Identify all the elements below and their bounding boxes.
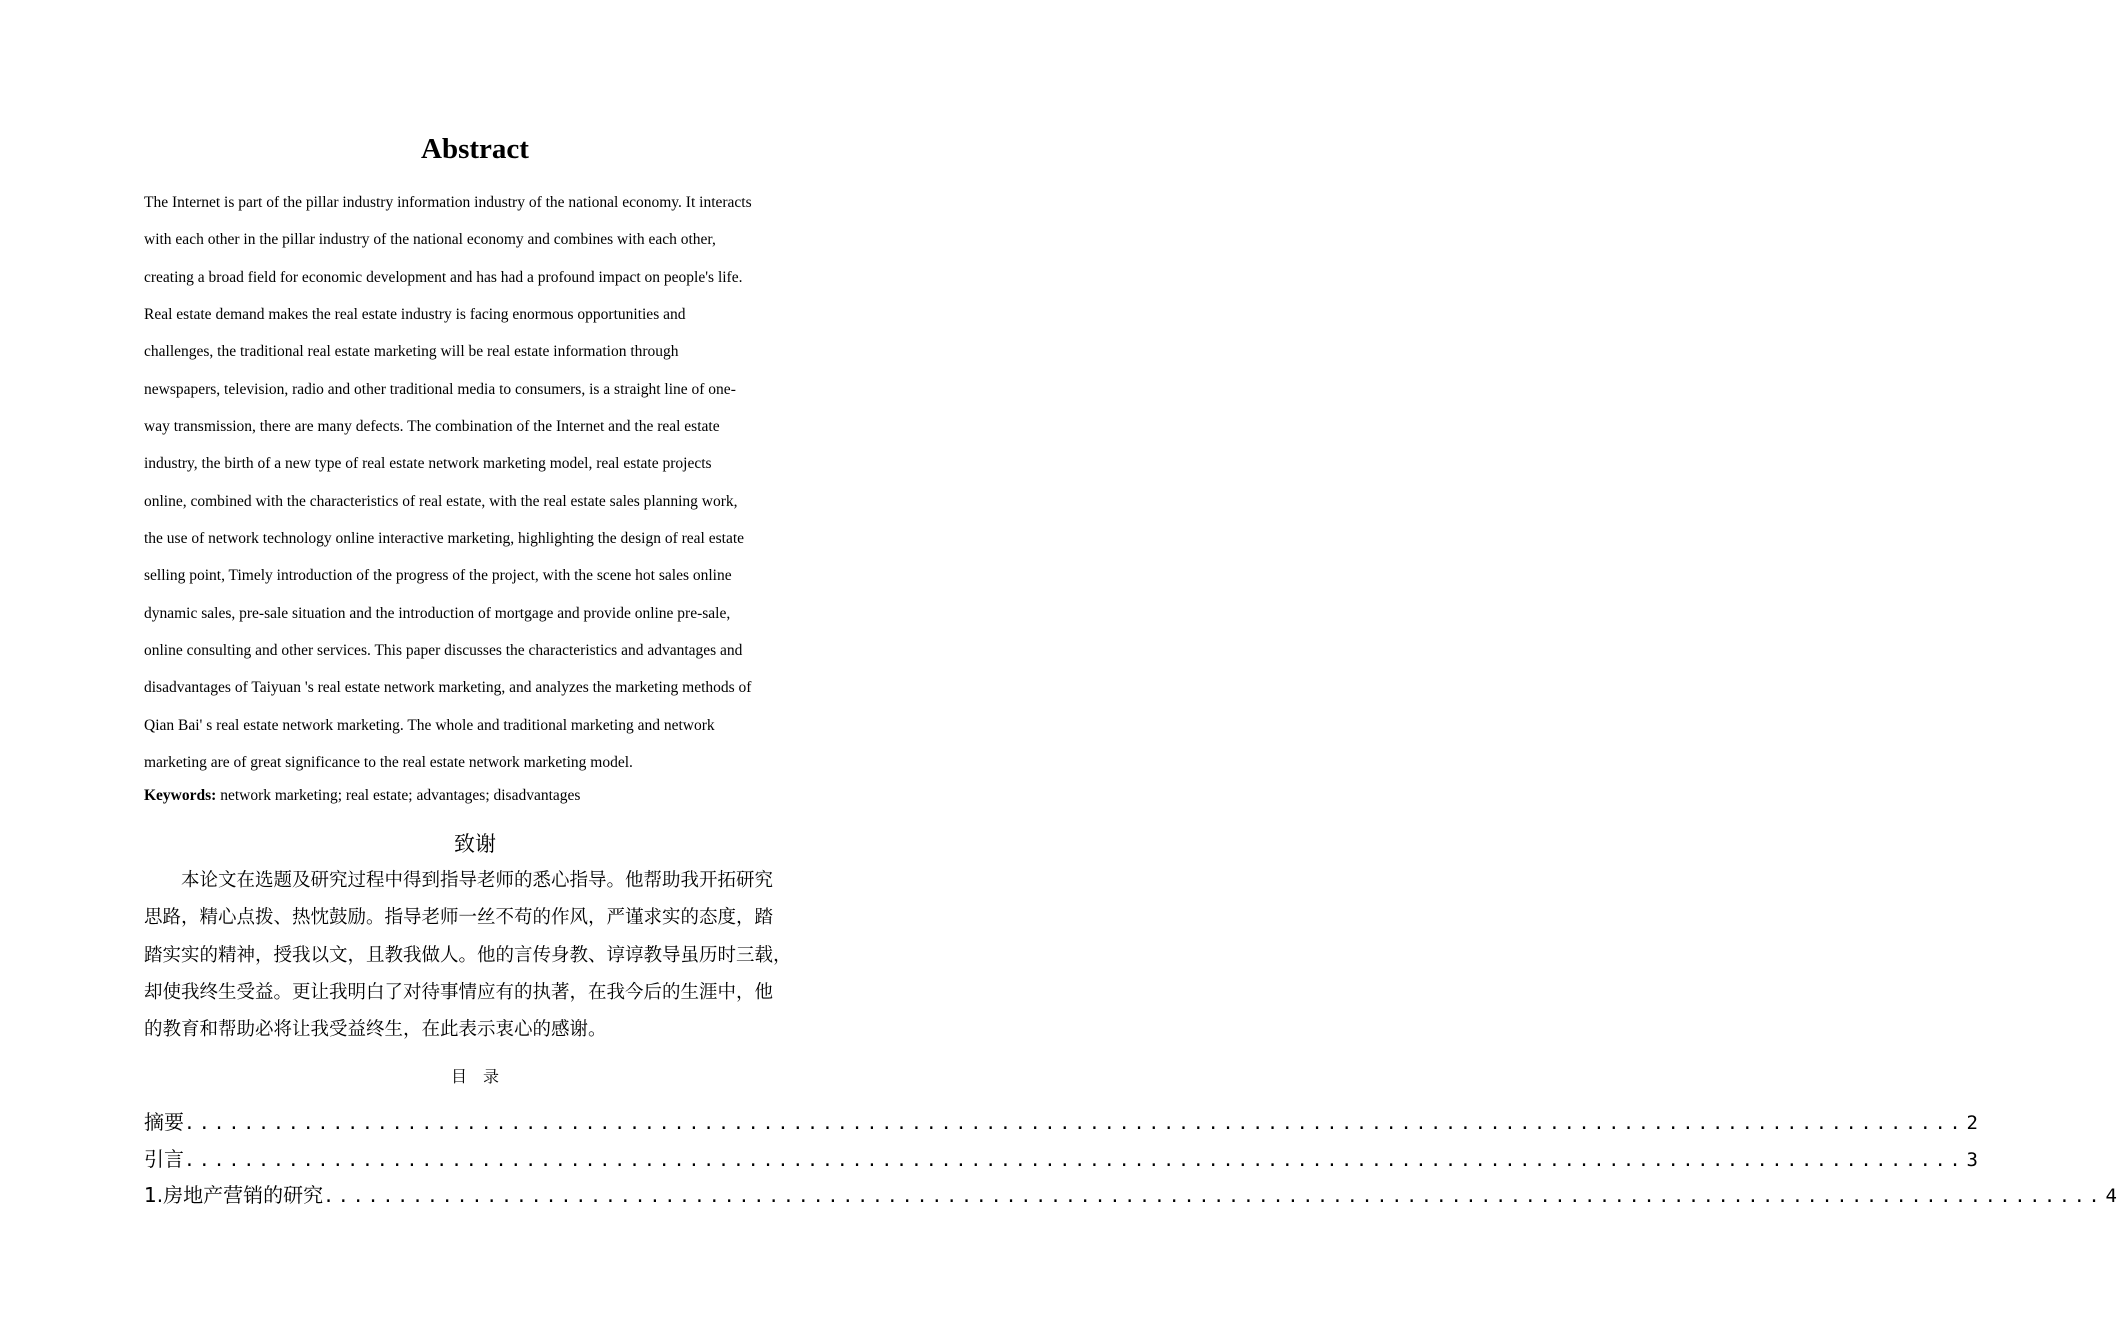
keywords-line [144, 784, 824, 808]
toc-entry-label: 摘要 [144, 1110, 184, 1134]
acknowledgement-line: 思路，精心点拨、热忱鼓励。指导老师一丝不苟的作风，严谨求实的态度，踏 [144, 907, 774, 929]
abstract-line: newspapers, television, radio and other traditional media to consumers, is a straight line of one- [144, 380, 736, 398]
keywords-text: network marketing; real estate; advantages; disadvantages [216, 787, 581, 804]
abstract-line: disadvantages of Taiyuan 's real estate network marketing, and analyzes the marketing methods of [144, 679, 752, 697]
abstract-line: challenges, the traditional real estate marketing will be real estate information through [144, 343, 679, 361]
keywords-label: Keywords: [144, 787, 217, 804]
toc-entry[interactable] [144, 1177, 2117, 1214]
abstract-line: selling point, Timely introduction of the progress of the project, with the scene hot sales online [144, 567, 732, 585]
acknowledgement-title: 致谢 [454, 832, 496, 856]
abstract-line: Real estate demand makes the real estate industry is facing enormous opportunities and [144, 306, 686, 324]
abstract-line: creating a broad field for economic development and has had a profound impact on people's life. [144, 268, 743, 286]
abstract-line: way transmission, there are many defects. The combination of the Internet and the real estate [144, 418, 720, 436]
abstract-line: online consulting and other services. This paper discusses the characteristics and advantages and [144, 642, 743, 660]
abstract-line: marketing are of great significance to the real estate network marketing model. [144, 754, 633, 772]
toc-entry[interactable] [144, 1104, 1978, 1141]
toc-entry-page: 3 [1966, 1148, 1978, 1171]
toc-entry-page: 2 [1966, 1112, 1978, 1134]
acknowledgement-line: 却使我终生受益。更让我明白了对待事情应有的执著，在我今后的生涯中，他 [144, 981, 774, 1003]
abstract-line: Qian Bai' s real estate network marketing. The whole and traditional marketing and network [144, 716, 715, 734]
toc-leader-dots: ........................................................................................................................ [184, 1149, 1965, 1171]
toc-entry-label: 引言 [144, 1146, 184, 1171]
acknowledgement-line: 的教育和帮助必将让我受益终生，在此表示衷心的感谢。 [144, 1019, 607, 1041]
toc-title: 目 录 [450, 1067, 499, 1086]
toc-entry[interactable] [144, 1141, 1978, 1178]
toc-leader-dots: ........................................................................................................................ [323, 1186, 2104, 1207]
toc-entry-label: 1.房地产营销的研究 [144, 1183, 324, 1207]
abstract-body [144, 184, 824, 782]
table-of-contents [144, 1104, 2117, 1214]
abstract-line: industry, the birth of a new type of real estate network marketing model, real estate projects [144, 455, 712, 473]
abstract-line: the use of network technology online interactive marketing, highlighting the design of real estate [144, 530, 745, 548]
abstract-title: Abstract [421, 133, 529, 165]
abstract-line: dynamic sales, pre-sale situation and the introduction of mortgage and provide online pre-sale, [144, 604, 731, 622]
toc-entry-page: 4 [2105, 1185, 2117, 1207]
abstract-line: The Internet is part of the pillar industry information industry of the national economy. It interacts [144, 194, 752, 211]
abstract-line: online, combined with the characteristics of real estate, with the real estate sales planning work, [144, 492, 738, 510]
acknowledgement-line: 踏实实的精神，授我以文，且教我做人。他的言传身教、谆谆教导虽历时三载， [144, 944, 792, 966]
abstract-line: with each other in the pillar industry of the national economy and combines with each other, [144, 231, 716, 249]
acknowledgement-body [144, 862, 834, 1048]
toc-leader-dots: ........................................................................................................................ [184, 1113, 1965, 1134]
acknowledgement-line: 本论文在选题及研究过程中得到指导老师的悉心指导。他帮助我开拓研究 [144, 870, 774, 891]
